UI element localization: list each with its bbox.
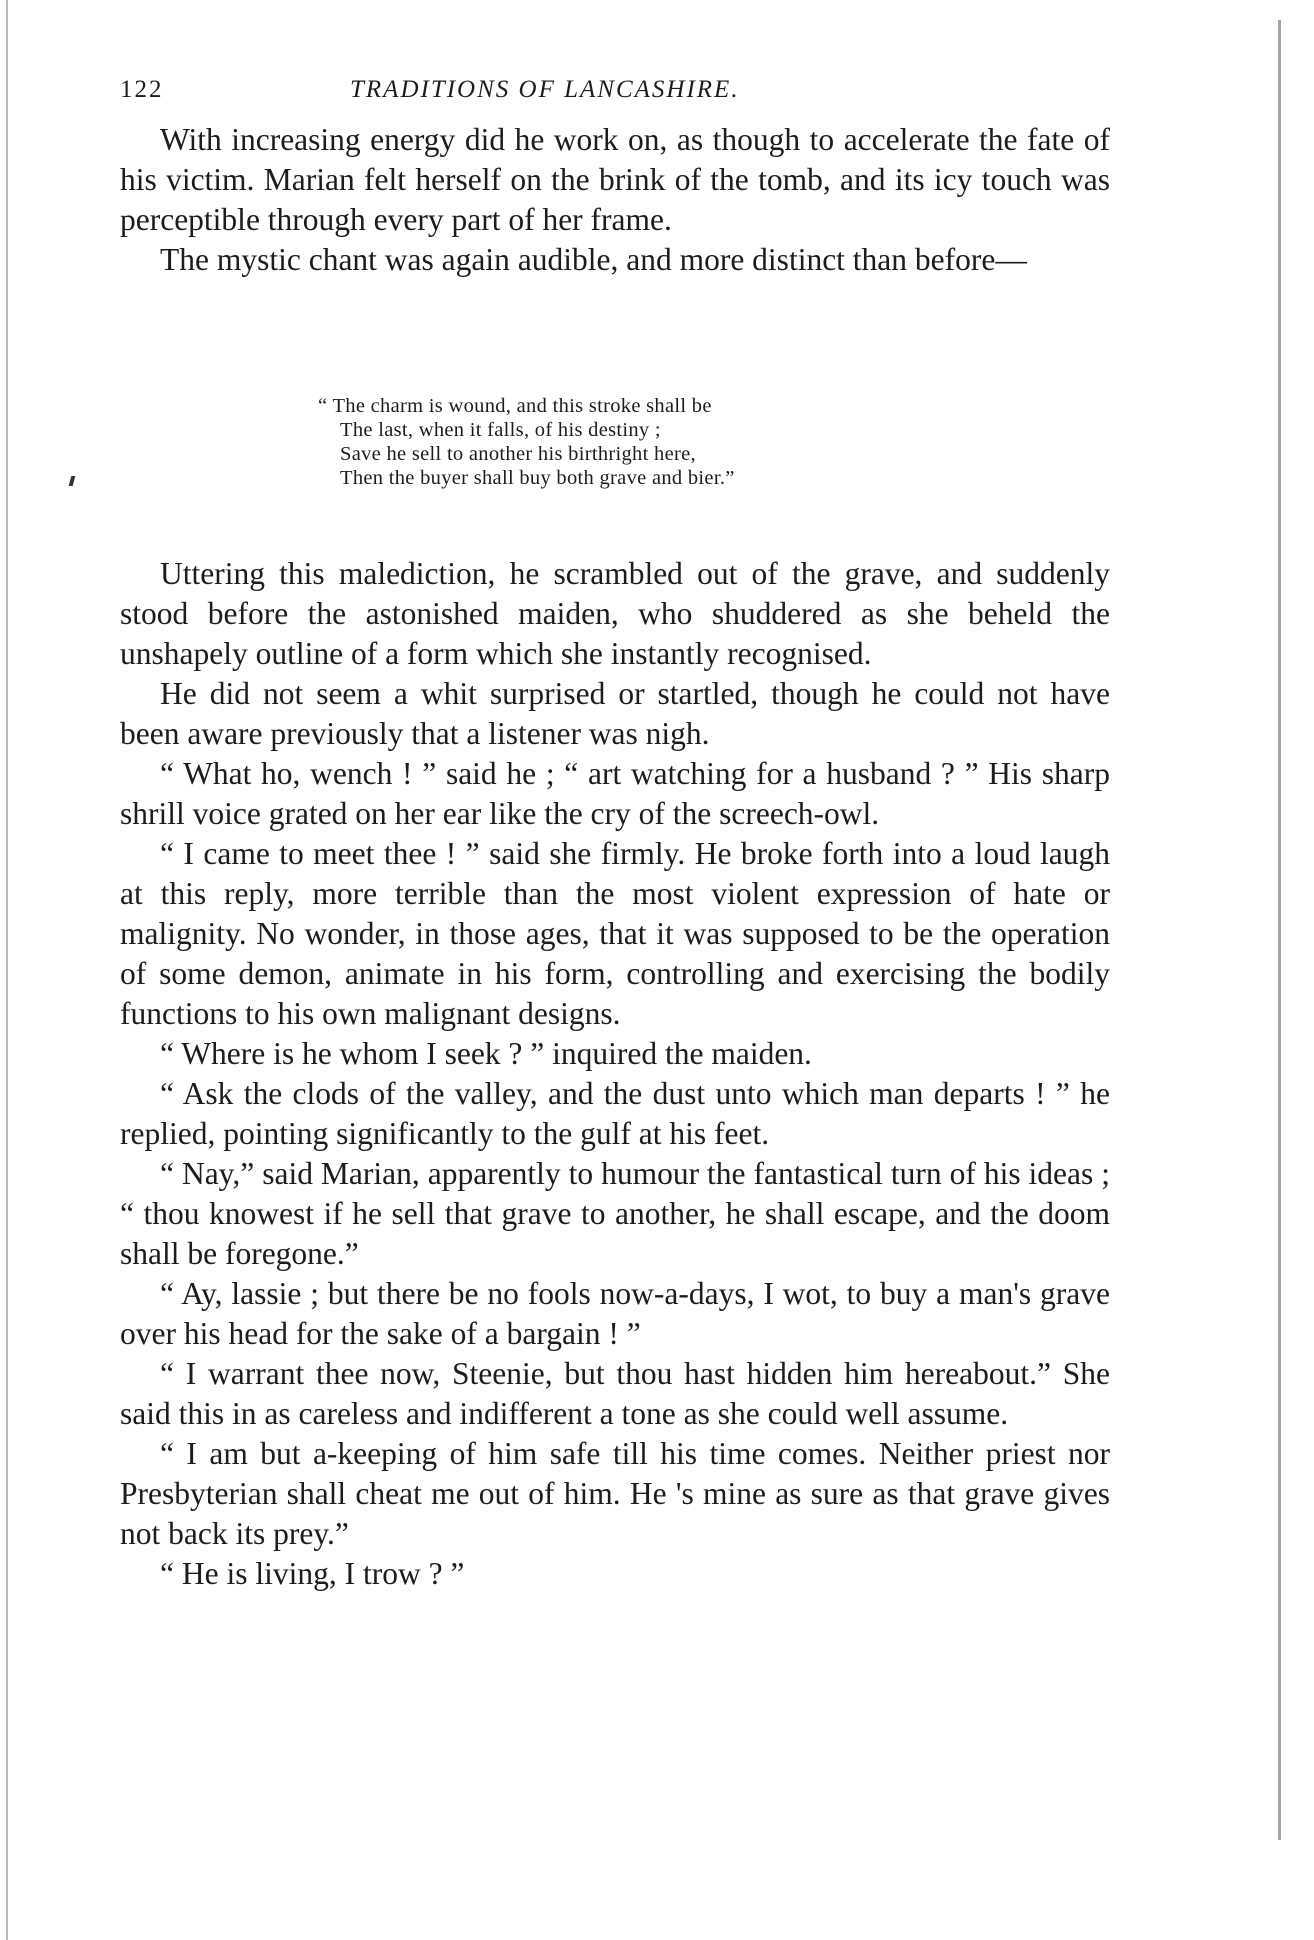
paragraph: “ I am but a-keeping of him safe till his time comes. Neither priest nor Presbyterian shall cheat me out of him. He 's mine as sure as that grave gives not back its prey.” — [120, 1436, 1110, 1551]
verse-line: The last, when it falls, of his destiny ; — [340, 419, 661, 441]
paragraph: The mystic chant was again audible, and more distinct than before— — [160, 242, 1027, 277]
paragraph: “ He is living, I trow ? ” — [160, 1556, 465, 1591]
main-text-block — [120, 554, 1110, 1594]
paragraph: “ I came to meet thee ! ” said she firmly. He broke forth into a loud laugh at this reply, more terrible than the most violent expression of hate or malignity. No wonder, in those ages, that it was supposed to be the operation of some demon, animate in his form, controlling and exercising the bodily functions to his own malignant designs. — [120, 836, 1110, 1031]
paragraph: With increasing energy did he work on, as though to accelerate the fate of his victim. Marian felt herself on the brink of the tomb, and its icy touch was perceptible through every part of her frame. — [120, 122, 1110, 237]
running-header — [120, 76, 1110, 116]
page-number: 122 — [120, 76, 164, 103]
verse-line: “ The charm is wound, and this stroke shall be — [318, 395, 712, 417]
paragraph: Uttering this malediction, he scrambled out of the grave, and suddenly stood before the astonished maiden, who shuddered as she beheld the unshapely outline of a form which she instantly recognised. — [120, 556, 1110, 671]
verse-line: Save he sell to another his birthright here, — [340, 443, 696, 465]
margin-mark — [69, 476, 76, 486]
verse-stanza — [318, 394, 735, 490]
paragraph: “ I warrant thee now, Steenie, but thou hast hidden him hereabout.” She said this in as careless and indifferent a tone as she could well assume. — [120, 1356, 1110, 1431]
paragraph: “ Where is he whom I seek ? ” inquired the maiden. — [160, 1036, 812, 1071]
paragraph: “ Nay,” said Marian, apparently to humour the fantastical turn of his ideas ; “ thou knowest if he sell that grave to another, he shall escape, and the doom shall be foregone.” — [120, 1156, 1110, 1271]
left-page-edge — [6, 0, 8, 1940]
top-text-block — [120, 120, 1110, 280]
running-title: TRADITIONS OF LANCASHIRE. — [350, 76, 740, 103]
paragraph: He did not seem a whit surprised or startled, though he could not have been aware previously that a listener was nigh. — [120, 676, 1110, 751]
paragraph: “ Ay, lassie ; but there be no fools now-a-days, I wot, to buy a man's grave over his head for the sake of a bargain ! ” — [120, 1276, 1110, 1351]
paragraph: “ What ho, wench ! ” said he ; “ art watching for a husband ? ” His sharp shrill voice grated on her ear like the cry of the screech-owl. — [120, 756, 1110, 831]
verse-line: Then the buyer shall buy both grave and bier.” — [340, 467, 735, 489]
paragraph: “ Ask the clods of the valley, and the dust unto which man departs ! ” he replied, pointing significantly to the gulf at his feet. — [120, 1076, 1110, 1151]
right-page-edge — [1278, 20, 1281, 1840]
